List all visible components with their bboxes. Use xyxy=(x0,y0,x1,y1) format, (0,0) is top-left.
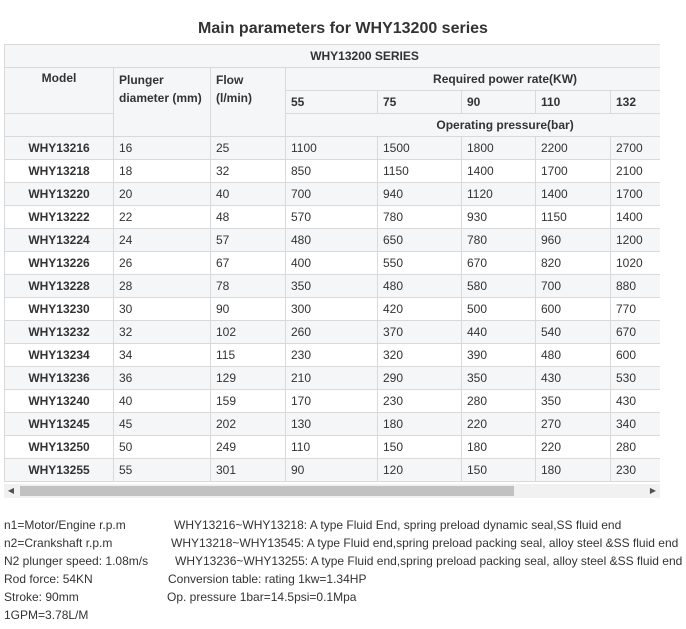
flow-cell: 159 xyxy=(211,390,286,413)
pressure-cell: 280 xyxy=(611,436,661,459)
flow-cell: 78 xyxy=(211,275,286,298)
pressure-cell: 650 xyxy=(378,229,462,252)
pressure-cell: 120 xyxy=(378,459,462,482)
plunger-cell: 26 xyxy=(114,252,211,275)
pressure-cell: 430 xyxy=(611,390,661,413)
pressure-cell: 940 xyxy=(378,183,462,206)
model-cell: WHY13245 xyxy=(5,413,114,436)
table-row xyxy=(5,183,661,206)
pressure-cell: 2100 xyxy=(611,160,661,183)
pressure-cell: 700 xyxy=(536,275,611,298)
plunger-cell: 36 xyxy=(114,367,211,390)
pressure-cell: 340 xyxy=(611,413,661,436)
flow-cell: 301 xyxy=(211,459,286,482)
pressure-cell: 230 xyxy=(611,459,661,482)
pressure-cell: 430 xyxy=(536,367,611,390)
table-row xyxy=(5,275,661,298)
pressure-cell: 1400 xyxy=(462,160,536,183)
pressure-cell: 780 xyxy=(378,206,462,229)
flow-cell: 249 xyxy=(211,436,286,459)
pressure-cell: 1400 xyxy=(536,183,611,206)
table-row xyxy=(5,206,661,229)
model-cell: WHY13255 xyxy=(5,459,114,482)
table-row xyxy=(5,367,661,390)
plunger-cell: 18 xyxy=(114,160,211,183)
pressure-cell: 180 xyxy=(378,413,462,436)
pressure-cell: 1400 xyxy=(611,206,661,229)
note-speed: N2 plunger speed: 1.08m/s xyxy=(4,554,149,568)
note-conversion: Conversion table: rating 1kw=1.34HP xyxy=(168,572,367,586)
pressure-cell: 130 xyxy=(286,413,378,436)
plunger-cell: 40 xyxy=(114,390,211,413)
note-type2: WHY13218~WHY13545: A type Fluid end,spring preload packing seal, alloy steel &SS fluid end xyxy=(171,536,679,550)
plunger-cell: 20 xyxy=(114,183,211,206)
table-row xyxy=(5,252,661,275)
pressure-cell: 1150 xyxy=(536,206,611,229)
model-cell: WHY13234 xyxy=(5,344,114,367)
pressure-cell: 1150 xyxy=(378,160,462,183)
pressure-cell: 390 xyxy=(462,344,536,367)
table-row xyxy=(5,459,661,482)
power-value-header: 110 xyxy=(536,91,611,114)
pressure-cell: 930 xyxy=(462,206,536,229)
model-cell: WHY13236 xyxy=(5,367,114,390)
scroll-right-icon[interactable]: ▶ xyxy=(649,486,657,495)
scrollbar-thumb[interactable] xyxy=(20,486,514,496)
plunger-cell: 45 xyxy=(114,413,211,436)
table-row xyxy=(5,436,661,459)
pressure-cell: 320 xyxy=(378,344,462,367)
note-type1: WHY13216~WHY13218: A type Fluid End, spring preload dynamic seal,SS fluid end xyxy=(174,518,622,532)
power-value-header: 90 xyxy=(462,91,536,114)
series-header: WHY13200 SERIES xyxy=(5,45,661,68)
plunger-cell: 34 xyxy=(114,344,211,367)
pressure-cell: 1200 xyxy=(611,229,661,252)
pressure-cell: 1100 xyxy=(286,137,378,160)
model-cell: WHY13228 xyxy=(5,275,114,298)
pressure-cell: 300 xyxy=(286,298,378,321)
power-rate-header: Required power rate(KW) xyxy=(286,68,661,91)
horizontal-scrollbar[interactable] xyxy=(4,484,660,498)
model-cell: WHY13232 xyxy=(5,321,114,344)
table-row xyxy=(5,390,661,413)
pressure-cell: 110 xyxy=(286,436,378,459)
pressure-cell: 420 xyxy=(378,298,462,321)
pressure-cell: 350 xyxy=(462,367,536,390)
pressure-cell: 2700 xyxy=(611,137,661,160)
pressure-cell: 1020 xyxy=(611,252,661,275)
scroll-left-icon[interactable]: ◀ xyxy=(7,486,15,495)
model-cell: WHY13222 xyxy=(5,206,114,229)
pressure-cell: 350 xyxy=(536,390,611,413)
pressure-cell: 150 xyxy=(378,436,462,459)
flow-cell: 129 xyxy=(211,367,286,390)
plunger-cell: 32 xyxy=(114,321,211,344)
pressure-cell: 90 xyxy=(286,459,378,482)
flow-cell: 25 xyxy=(211,137,286,160)
pressure-cell: 580 xyxy=(462,275,536,298)
pressure-cell: 260 xyxy=(286,321,378,344)
flow-cell: 90 xyxy=(211,298,286,321)
table-row xyxy=(5,321,661,344)
table-row xyxy=(5,413,661,436)
model-cell: WHY13218 xyxy=(5,160,114,183)
pressure-header: Operating pressure(bar) xyxy=(286,114,661,137)
flow-cell: 202 xyxy=(211,413,286,436)
table-row xyxy=(5,229,661,252)
pressure-cell: 530 xyxy=(611,367,661,390)
pressure-cell: 220 xyxy=(462,413,536,436)
flow-cell: 102 xyxy=(211,321,286,344)
note-n1: n1=Motor/Engine r.p.m xyxy=(4,518,126,532)
table-row xyxy=(5,160,661,183)
plunger-cell: 30 xyxy=(114,298,211,321)
note-op-pressure: Op. pressure 1bar=14.5psi=0.1Mpa xyxy=(167,590,357,604)
note-rod-force: Rod force: 54KN xyxy=(4,572,93,586)
pressure-cell: 770 xyxy=(611,298,661,321)
pressure-cell: 850 xyxy=(286,160,378,183)
model-cell: WHY13216 xyxy=(5,137,114,160)
pressure-cell: 670 xyxy=(462,252,536,275)
pressure-cell: 1700 xyxy=(536,160,611,183)
note-n2: n2=Crankshaft r.p.m xyxy=(4,536,113,550)
pressure-cell: 220 xyxy=(536,436,611,459)
model-column-header: Model xyxy=(5,68,114,114)
pressure-cell: 400 xyxy=(286,252,378,275)
pressure-cell: 600 xyxy=(611,344,661,367)
model-header-spacer xyxy=(5,114,114,137)
pressure-cell: 210 xyxy=(286,367,378,390)
pressure-cell: 280 xyxy=(462,390,536,413)
pressure-cell: 540 xyxy=(536,321,611,344)
pressure-cell: 440 xyxy=(462,321,536,344)
table-row xyxy=(5,298,661,321)
model-cell: WHY13230 xyxy=(5,298,114,321)
pressure-cell: 820 xyxy=(536,252,611,275)
flow-cell: 40 xyxy=(211,183,286,206)
flow-cell: 115 xyxy=(211,344,286,367)
pressure-cell: 480 xyxy=(286,229,378,252)
pressure-cell: 500 xyxy=(462,298,536,321)
flow-cell: 48 xyxy=(211,206,286,229)
pressure-cell: 570 xyxy=(286,206,378,229)
pressure-cell: 170 xyxy=(286,390,378,413)
pressure-cell: 270 xyxy=(536,413,611,436)
pressure-cell: 480 xyxy=(536,344,611,367)
pressure-cell: 2200 xyxy=(536,137,611,160)
flow-cell: 32 xyxy=(211,160,286,183)
plunger-cell: 16 xyxy=(114,137,211,160)
pressure-cell: 290 xyxy=(378,367,462,390)
pressure-cell: 880 xyxy=(611,275,661,298)
page-title: Main parameters for WHY13200 series xyxy=(198,20,488,37)
plunger-column-header: Plunger diameter (mm) xyxy=(114,68,211,137)
note-type3: WHY13236~WHY13255: A type Fluid end,spring preload packing seal, alloy steel &SS fluid end xyxy=(175,554,683,568)
power-value-header: 75 xyxy=(378,91,462,114)
pressure-cell: 180 xyxy=(536,459,611,482)
note-gpm: 1GPM=3.78L/M xyxy=(4,608,89,622)
pressure-cell: 670 xyxy=(611,321,661,344)
pressure-cell: 1700 xyxy=(611,183,661,206)
pressure-cell: 1500 xyxy=(378,137,462,160)
pressure-cell: 1120 xyxy=(462,183,536,206)
table-row xyxy=(5,137,661,160)
pressure-cell: 780 xyxy=(462,229,536,252)
note-stroke: Stroke: 90mm xyxy=(4,590,79,604)
pressure-cell: 370 xyxy=(378,321,462,344)
pressure-cell: 1800 xyxy=(462,137,536,160)
pressure-cell: 600 xyxy=(536,298,611,321)
plunger-cell: 22 xyxy=(114,206,211,229)
parameters-table xyxy=(4,44,660,482)
flow-cell: 57 xyxy=(211,229,286,252)
plunger-cell: 28 xyxy=(114,275,211,298)
flow-cell: 67 xyxy=(211,252,286,275)
plunger-cell: 55 xyxy=(114,459,211,482)
pressure-cell: 230 xyxy=(378,390,462,413)
pressure-cell: 350 xyxy=(286,275,378,298)
power-value-header: 55 xyxy=(286,91,378,114)
pressure-cell: 550 xyxy=(378,252,462,275)
plunger-cell: 24 xyxy=(114,229,211,252)
pressure-cell: 180 xyxy=(462,436,536,459)
power-value-header: 132 xyxy=(611,91,661,114)
table-row xyxy=(5,344,661,367)
model-cell: WHY13250 xyxy=(5,436,114,459)
parameters-table-container[interactable] xyxy=(4,44,660,484)
flow-column-header: Flow (l/min) xyxy=(211,68,286,137)
model-cell: WHY13220 xyxy=(5,183,114,206)
pressure-cell: 150 xyxy=(462,459,536,482)
model-cell: WHY13240 xyxy=(5,390,114,413)
pressure-cell: 230 xyxy=(286,344,378,367)
pressure-cell: 480 xyxy=(378,275,462,298)
model-cell: WHY13224 xyxy=(5,229,114,252)
model-cell: WHY13226 xyxy=(5,252,114,275)
pressure-cell: 960 xyxy=(536,229,611,252)
pressure-cell: 700 xyxy=(286,183,378,206)
plunger-cell: 50 xyxy=(114,436,211,459)
